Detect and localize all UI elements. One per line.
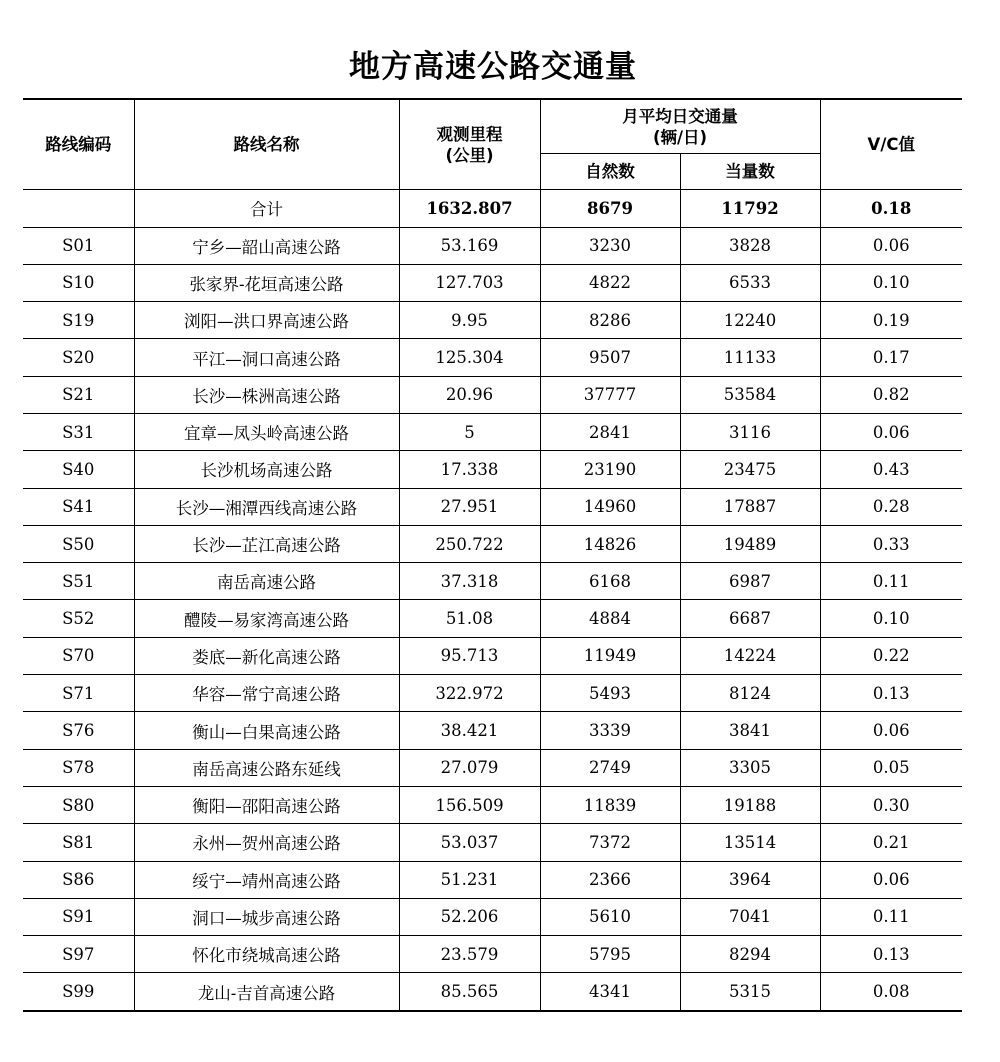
mileage-cell: 156.509 <box>399 786 540 823</box>
route-name-cell: 长沙—株洲高速公路 <box>134 376 399 413</box>
traffic-table <box>23 98 962 1012</box>
route-name-cell: 平江—洞口高速公路 <box>134 339 399 376</box>
mileage-cell: 53.037 <box>399 824 540 861</box>
route-code-cell: S51 <box>23 563 134 600</box>
table-row <box>23 525 962 562</box>
header-route-code: 路线编码 <box>23 99 134 190</box>
route-name-cell: 长沙—湘潭西线高速公路 <box>134 488 399 525</box>
route-name-cell: 南岳高速公路东延线 <box>134 749 399 786</box>
route-name-cell: 永州—贺州高速公路 <box>134 824 399 861</box>
vc-ratio-cell: 0.82 <box>820 376 962 413</box>
vc-ratio-cell: 0.06 <box>820 712 962 749</box>
mileage-cell: 51.231 <box>399 861 540 898</box>
header-mileage <box>399 99 540 190</box>
vc-ratio-cell: 0.11 <box>820 898 962 935</box>
table-row <box>23 637 962 674</box>
equivalent-count-cell: 6987 <box>680 563 820 600</box>
mileage-cell: 9.95 <box>399 302 540 339</box>
route-name-cell: 宜章—凤头岭高速公路 <box>134 413 399 450</box>
vc-ratio-cell: 0.19 <box>820 302 962 339</box>
table-row <box>23 339 962 376</box>
vc-ratio-cell: 0.33 <box>820 525 962 562</box>
vc-ratio-cell: 0.10 <box>820 600 962 637</box>
header-natural-count: 自然数 <box>540 154 680 190</box>
equivalent-count-cell: 8294 <box>680 936 820 973</box>
route-code-cell: S52 <box>23 600 134 637</box>
vc-ratio-cell: 0.17 <box>820 339 962 376</box>
mileage-cell: 5 <box>399 413 540 450</box>
natural-count-cell: 11839 <box>540 786 680 823</box>
route-name-cell: 怀化市绕城高速公路 <box>134 936 399 973</box>
equivalent-count-cell: 53584 <box>680 376 820 413</box>
natural-count-cell: 11949 <box>540 637 680 674</box>
equivalent-count-cell: 14224 <box>680 637 820 674</box>
equivalent-count-cell: 13514 <box>680 824 820 861</box>
route-name-cell: 洞口—城步高速公路 <box>134 898 399 935</box>
equivalent-count-cell: 3828 <box>680 227 820 264</box>
mileage-cell: 27.951 <box>399 488 540 525</box>
header-equivalent-count: 当量数 <box>680 154 820 190</box>
header-monthly-traffic <box>540 99 820 154</box>
table-row <box>23 376 962 413</box>
equivalent-count-cell: 23475 <box>680 451 820 488</box>
route-name-cell: 娄底—新化高速公路 <box>134 637 399 674</box>
total-row <box>23 190 962 228</box>
vc-ratio-cell: 0.28 <box>820 488 962 525</box>
route-name-cell: 衡阳—邵阳高速公路 <box>134 786 399 823</box>
total-natural: 8679 <box>540 190 680 228</box>
equivalent-count-cell: 7041 <box>680 898 820 935</box>
route-name-cell: 长沙—芷江高速公路 <box>134 525 399 562</box>
equivalent-count-cell: 3841 <box>680 712 820 749</box>
route-code-cell: S41 <box>23 488 134 525</box>
header-mileage-line1: 观测里程 <box>436 124 503 144</box>
route-name-cell: 华容—常宁高速公路 <box>134 675 399 712</box>
table-row <box>23 264 962 301</box>
total-equivalent: 11792 <box>680 190 820 228</box>
equivalent-count-cell: 11133 <box>680 339 820 376</box>
header-vc-ratio: V/C值 <box>820 99 962 190</box>
table-row <box>23 451 962 488</box>
route-code-cell: S71 <box>23 675 134 712</box>
natural-count-cell: 4341 <box>540 973 680 1011</box>
vc-ratio-cell: 0.21 <box>820 824 962 861</box>
route-name-cell: 浏阳—洪口界高速公路 <box>134 302 399 339</box>
mileage-cell: 125.304 <box>399 339 540 376</box>
mileage-cell: 85.565 <box>399 973 540 1011</box>
table-row <box>23 824 962 861</box>
natural-count-cell: 14960 <box>540 488 680 525</box>
equivalent-count-cell: 17887 <box>680 488 820 525</box>
header-mileage-line2: (公里) <box>445 145 494 165</box>
vc-ratio-cell: 0.30 <box>820 786 962 823</box>
route-code-cell: S21 <box>23 376 134 413</box>
equivalent-count-cell: 8124 <box>680 675 820 712</box>
route-name-cell: 绥宁—靖州高速公路 <box>134 861 399 898</box>
equivalent-count-cell: 3964 <box>680 861 820 898</box>
route-name-cell: 龙山-吉首高速公路 <box>134 973 399 1011</box>
table-row <box>23 563 962 600</box>
mileage-cell: 27.079 <box>399 749 540 786</box>
mileage-cell: 52.206 <box>399 898 540 935</box>
equivalent-count-cell: 3305 <box>680 749 820 786</box>
route-code-cell: S40 <box>23 451 134 488</box>
mileage-cell: 322.972 <box>399 675 540 712</box>
mileage-cell: 51.08 <box>399 600 540 637</box>
route-code-cell: S80 <box>23 786 134 823</box>
table-row <box>23 712 962 749</box>
mileage-cell: 95.713 <box>399 637 540 674</box>
vc-ratio-cell: 0.06 <box>820 413 962 450</box>
natural-count-cell: 4884 <box>540 600 680 637</box>
table-body <box>23 190 962 1011</box>
vc-ratio-cell: 0.11 <box>820 563 962 600</box>
vc-ratio-cell: 0.06 <box>820 227 962 264</box>
vc-ratio-cell: 0.22 <box>820 637 962 674</box>
table-row <box>23 302 962 339</box>
equivalent-count-cell: 6687 <box>680 600 820 637</box>
natural-count-cell: 23190 <box>540 451 680 488</box>
route-name-cell: 衡山—白果高速公路 <box>134 712 399 749</box>
mileage-cell: 20.96 <box>399 376 540 413</box>
table-row <box>23 936 962 973</box>
mileage-cell: 250.722 <box>399 525 540 562</box>
vc-ratio-cell: 0.08 <box>820 973 962 1011</box>
page-title: 地方高速公路交通量 <box>349 49 637 85</box>
route-name-cell: 醴陵—易家湾高速公路 <box>134 600 399 637</box>
natural-count-cell: 4822 <box>540 264 680 301</box>
table-header <box>23 99 962 190</box>
route-code-cell: S86 <box>23 861 134 898</box>
vc-ratio-cell: 0.43 <box>820 451 962 488</box>
equivalent-count-cell: 5315 <box>680 973 820 1011</box>
mileage-cell: 17.338 <box>399 451 540 488</box>
route-name-cell: 南岳高速公路 <box>134 563 399 600</box>
vc-ratio-cell: 0.05 <box>820 749 962 786</box>
route-code-cell: S19 <box>23 302 134 339</box>
route-code-cell: S78 <box>23 749 134 786</box>
natural-count-cell: 37777 <box>540 376 680 413</box>
table-row <box>23 675 962 712</box>
route-code-cell: S01 <box>23 227 134 264</box>
mileage-cell: 23.579 <box>399 936 540 973</box>
natural-count-cell: 5795 <box>540 936 680 973</box>
table-row <box>23 488 962 525</box>
total-vc: 0.18 <box>820 190 962 228</box>
natural-count-cell: 2841 <box>540 413 680 450</box>
route-code-cell: S31 <box>23 413 134 450</box>
route-code-cell: S97 <box>23 936 134 973</box>
mileage-cell: 53.169 <box>399 227 540 264</box>
natural-count-cell: 14826 <box>540 525 680 562</box>
natural-count-cell: 8286 <box>540 302 680 339</box>
natural-count-cell: 7372 <box>540 824 680 861</box>
table-row <box>23 861 962 898</box>
natural-count-cell: 2749 <box>540 749 680 786</box>
table-row <box>23 973 962 1011</box>
equivalent-count-cell: 19188 <box>680 786 820 823</box>
natural-count-cell: 9507 <box>540 339 680 376</box>
total-mileage: 1632.807 <box>399 190 540 228</box>
header-traffic-line1: 月平均日交通量 <box>622 106 738 126</box>
route-code-cell: S91 <box>23 898 134 935</box>
equivalent-count-cell: 19489 <box>680 525 820 562</box>
route-name-cell: 长沙机场高速公路 <box>134 451 399 488</box>
natural-count-cell: 5493 <box>540 675 680 712</box>
route-code-cell: S20 <box>23 339 134 376</box>
table-row <box>23 898 962 935</box>
vc-ratio-cell: 0.06 <box>820 861 962 898</box>
total-code <box>23 190 134 228</box>
header-traffic-line2: (辆/日) <box>652 127 708 147</box>
table-row <box>23 749 962 786</box>
route-code-cell: S10 <box>23 264 134 301</box>
route-code-cell: S50 <box>23 525 134 562</box>
natural-count-cell: 3230 <box>540 227 680 264</box>
route-code-cell: S70 <box>23 637 134 674</box>
vc-ratio-cell: 0.13 <box>820 936 962 973</box>
equivalent-count-cell: 3116 <box>680 413 820 450</box>
equivalent-count-cell: 6533 <box>680 264 820 301</box>
equivalent-count-cell: 12240 <box>680 302 820 339</box>
route-code-cell: S81 <box>23 824 134 861</box>
mileage-cell: 127.703 <box>399 264 540 301</box>
route-name-cell: 宁乡—韶山高速公路 <box>134 227 399 264</box>
mileage-cell: 38.421 <box>399 712 540 749</box>
route-name-cell: 张家界-花垣高速公路 <box>134 264 399 301</box>
route-code-cell: S99 <box>23 973 134 1011</box>
natural-count-cell: 6168 <box>540 563 680 600</box>
vc-ratio-cell: 0.13 <box>820 675 962 712</box>
table-row <box>23 786 962 823</box>
total-label: 合计 <box>134 190 399 228</box>
table-row <box>23 413 962 450</box>
table-row <box>23 227 962 264</box>
mileage-cell: 37.318 <box>399 563 540 600</box>
route-code-cell: S76 <box>23 712 134 749</box>
vc-ratio-cell: 0.10 <box>820 264 962 301</box>
header-route-name: 路线名称 <box>134 99 399 190</box>
natural-count-cell: 3339 <box>540 712 680 749</box>
table-row <box>23 600 962 637</box>
natural-count-cell: 5610 <box>540 898 680 935</box>
natural-count-cell: 2366 <box>540 861 680 898</box>
